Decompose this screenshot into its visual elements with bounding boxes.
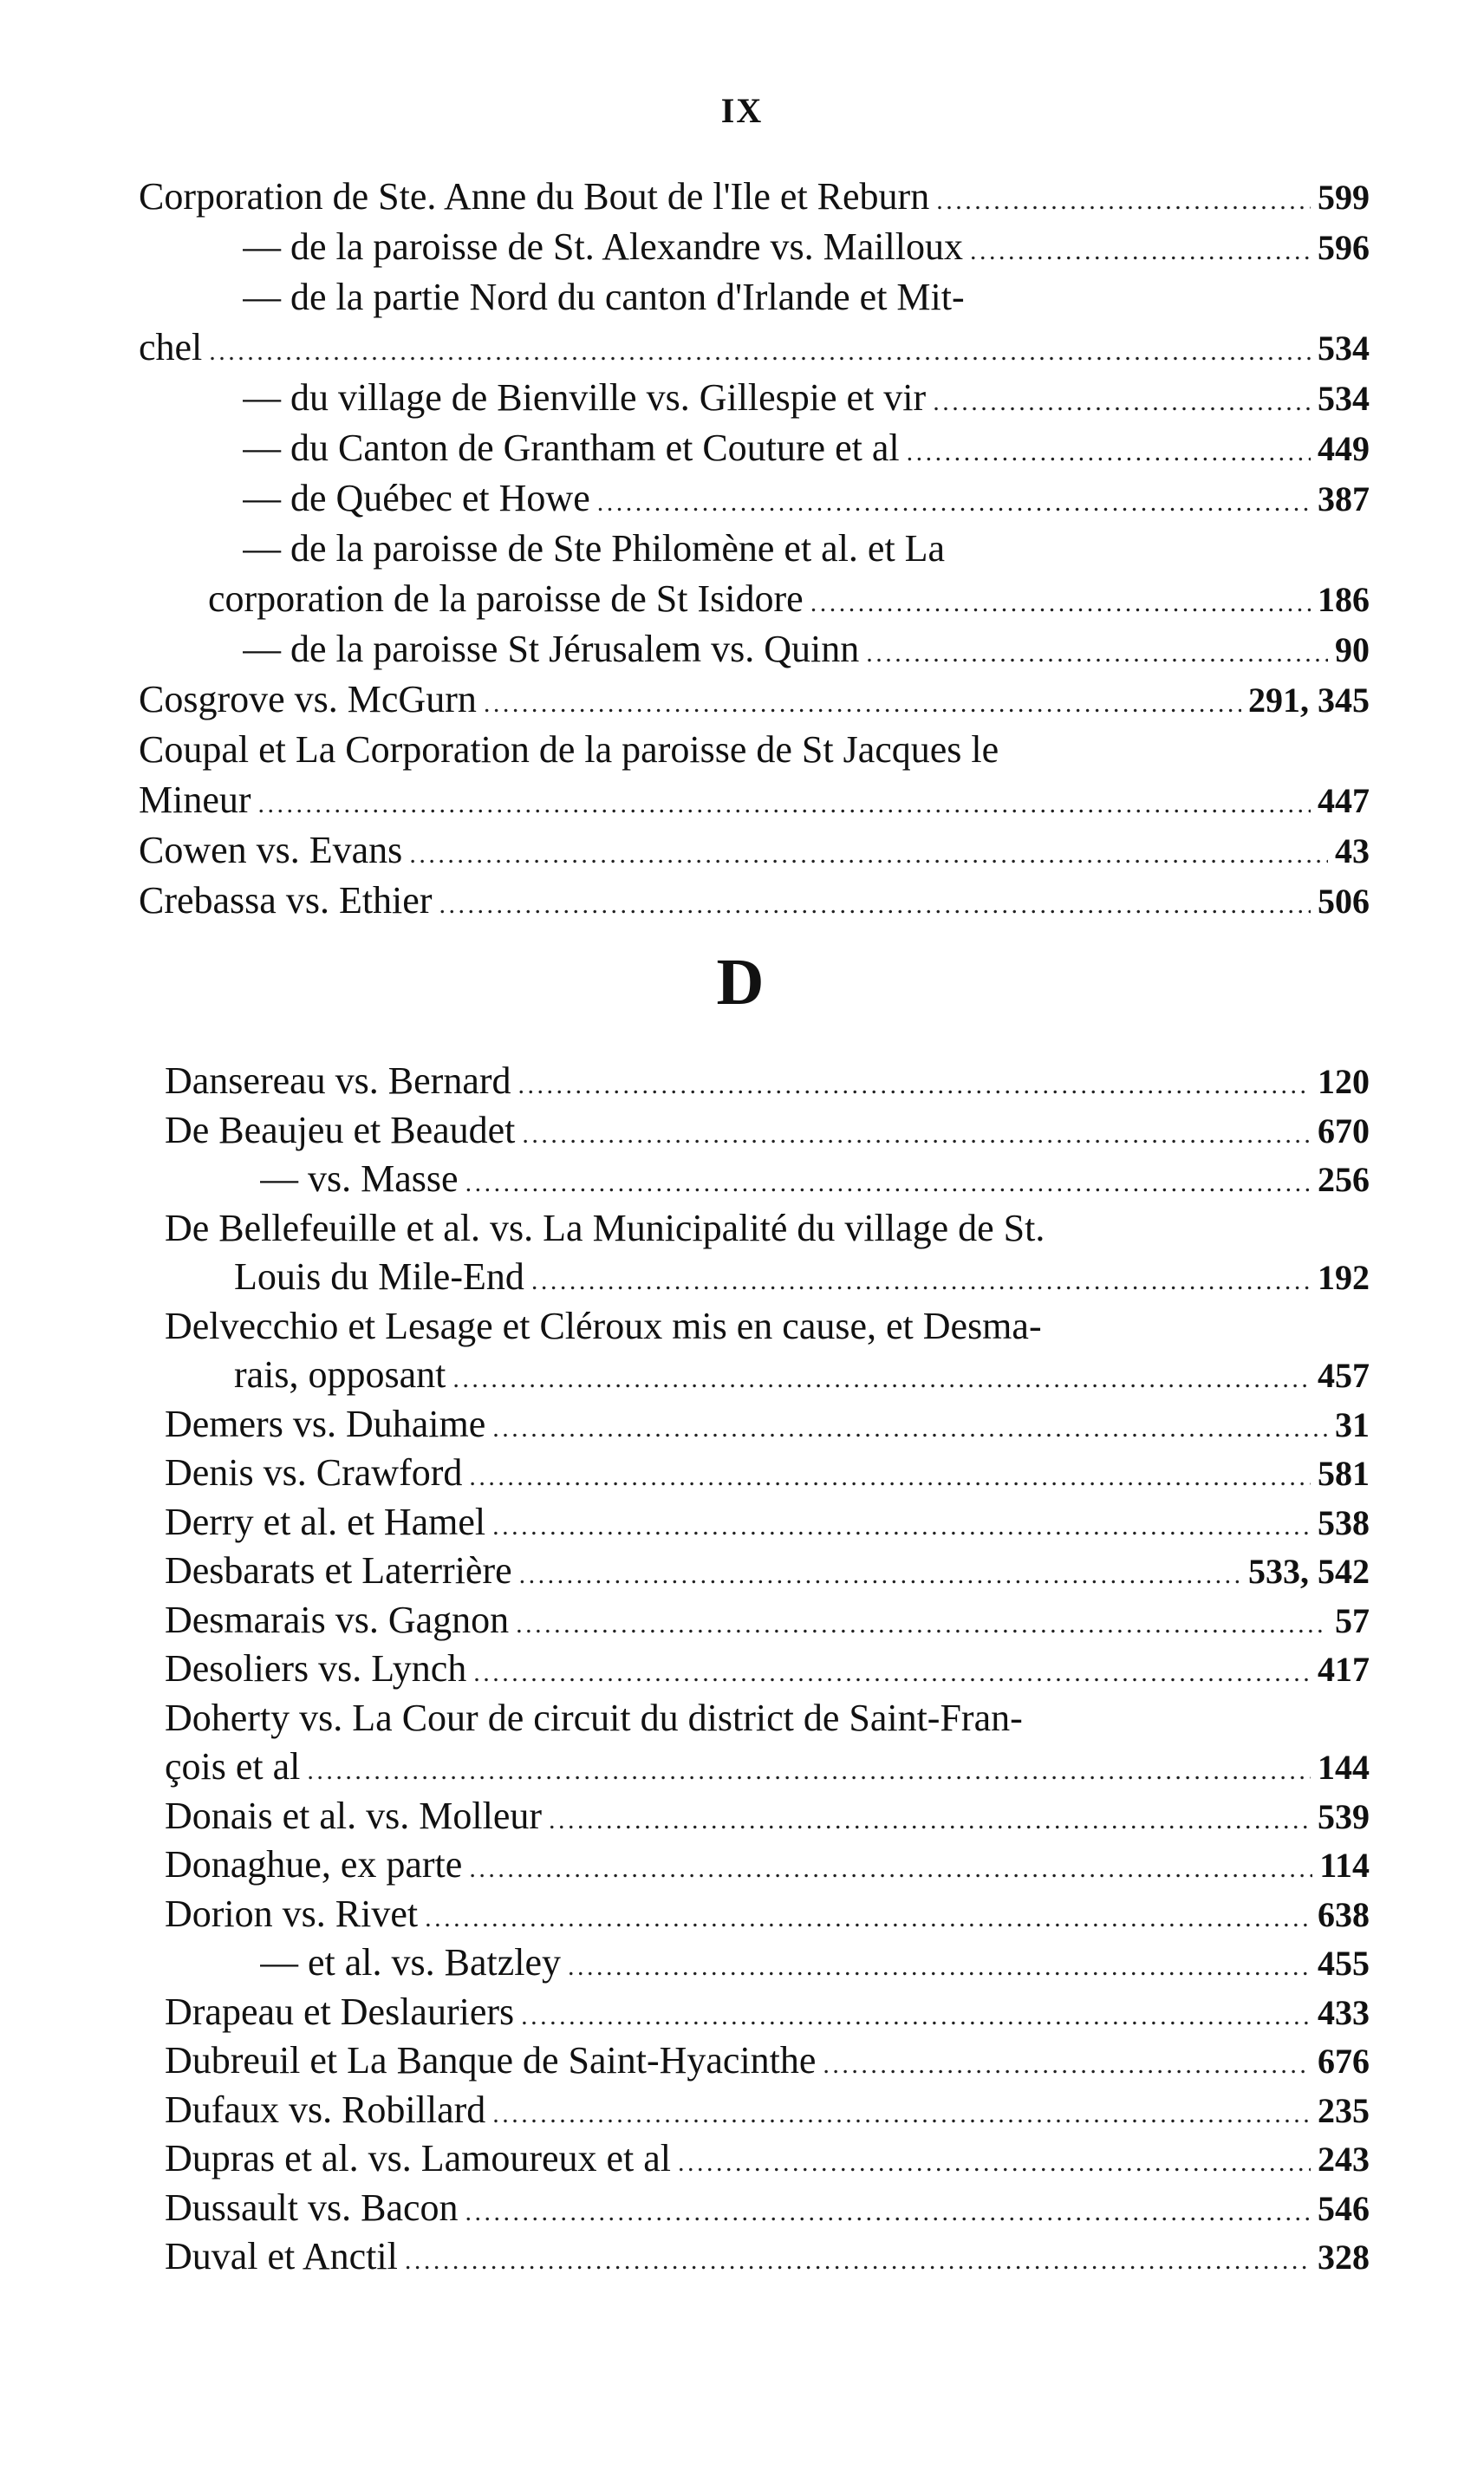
entry-title: Drapeau et Deslauriers (165, 1990, 515, 2033)
index-entry (243, 375, 1370, 426)
entry-title: Duval et Anctil (165, 2235, 398, 2277)
leader-dots (307, 1743, 1311, 1795)
index-entry (243, 425, 1370, 476)
leader-dots (473, 1645, 1311, 1697)
leader-dots (522, 1107, 1311, 1158)
index-entry (208, 576, 1370, 627)
index-entry (243, 475, 1370, 526)
entry-page-number: 506 (1318, 882, 1370, 921)
leader-dots (549, 1793, 1311, 1844)
leader-dots (409, 827, 1328, 878)
entry-page-number: 31 (1335, 1404, 1370, 1444)
entry-title: Dupras et al. vs. Lamoureux et al (165, 2137, 672, 2180)
index-entry (243, 626, 1370, 677)
entry-title: chel (139, 326, 203, 368)
section-letter-heading: D (716, 946, 768, 1019)
entry-title: — de la paroisse de St. Alexandre vs. Mailloux (243, 225, 963, 268)
leader-dots (516, 1597, 1328, 1648)
entry-title: Dubreuil et La Banque de Saint-Hyacinthe (165, 2039, 817, 2082)
entry-page-number: 90 (1335, 630, 1370, 669)
entry-title: Desoliers vs. Lynch (165, 1647, 467, 1690)
entry-page-number: 256 (1318, 1160, 1370, 1199)
index-entry (165, 1793, 1370, 1844)
entry-page-number: 447 (1318, 781, 1370, 820)
entry-page-number: 186 (1318, 580, 1370, 619)
entry-page-number: 235 (1318, 2090, 1370, 2130)
index-entry (165, 1303, 1370, 1350)
leader-dots (907, 425, 1311, 476)
entry-title: rais, opposant (234, 1353, 446, 1396)
entry-title: Crebassa vs. Ethier (139, 879, 433, 922)
index-entry (165, 1205, 1370, 1252)
entry-title: — de la paroisse de Ste Philomène et al. et La (243, 527, 946, 570)
page-folio: IX (720, 91, 764, 130)
leader-dots (465, 1156, 1311, 1207)
index-entry (165, 1597, 1370, 1648)
index-entry (243, 274, 1370, 321)
entry-title: Coupal et La Corporation de la paroisse de St Jacques le (139, 728, 999, 771)
entry-page-number: 534 (1318, 379, 1370, 418)
entry-page-number: 57 (1335, 1600, 1370, 1640)
entry-title: — du Canton de Grantham et Couture et al (243, 427, 900, 469)
index-entry (165, 1107, 1370, 1158)
index-entry (165, 1548, 1370, 1599)
entry-title: corporation de la paroisse de St Isidore (208, 577, 804, 620)
leader-dots (866, 626, 1328, 677)
entry-page-number: 546 (1318, 2188, 1370, 2228)
entry-page-number: 43 (1335, 831, 1370, 870)
index-entry (243, 224, 1370, 275)
entry-title: Mineur (139, 779, 251, 821)
index-entry (165, 2233, 1370, 2284)
index-entry (260, 1156, 1370, 1207)
entry-title: — du village de Bienville vs. Gillespie et vir (243, 376, 927, 419)
index-entry (139, 324, 1370, 375)
leader-dots (810, 576, 1311, 627)
entry-title: Dufaux vs. Robillard (165, 2088, 486, 2131)
leader-dots (465, 2185, 1311, 2236)
leader-dots (484, 676, 1241, 727)
entry-title: Delvecchio et Lesage et Cléroux mis en cause, et Desma- (165, 1304, 1042, 1347)
leader-dots (531, 1254, 1311, 1305)
leader-dots (258, 777, 1311, 828)
leader-dots (519, 1548, 1241, 1599)
entry-page-number: 243 (1318, 2140, 1370, 2179)
leader-dots (597, 475, 1311, 526)
index-entry (139, 877, 1370, 928)
index-entry (165, 1695, 1370, 1742)
index-entry (165, 1058, 1370, 1109)
leader-dots (970, 224, 1311, 275)
entry-page-number: 192 (1318, 1258, 1370, 1297)
entry-title: Dansereau vs. Bernard (165, 1059, 511, 1102)
entry-title: Desmarais vs. Gagnon (165, 1598, 510, 1641)
entry-page-number: 539 (1318, 1796, 1370, 1836)
leader-dots (452, 1352, 1311, 1403)
index-entry (139, 827, 1370, 878)
entry-title: Derry et al. et Hamel (165, 1500, 486, 1543)
entry-title: De Beaujeu et Beaudet (165, 1108, 516, 1151)
entry-title: Dussault vs. Bacon (165, 2186, 459, 2229)
entry-title: Corporation de Ste. Anne du Bout de l'Ile et Reburn (139, 175, 930, 218)
leader-dots (518, 1058, 1311, 1109)
entry-page-number: 538 (1318, 1502, 1370, 1542)
index-entry (139, 727, 1370, 773)
index-entry (139, 777, 1370, 828)
entry-page-number: 291, 345 (1248, 681, 1370, 720)
entry-page-number: 433 (1318, 1992, 1370, 2032)
entry-title: — vs. Masse (260, 1157, 459, 1200)
entry-page-number: 670 (1318, 1111, 1370, 1150)
entry-page-number: 457 (1318, 1356, 1370, 1395)
leader-dots (425, 1891, 1311, 1942)
entry-title: De Bellefeuille et al. vs. La Municipalité du village de St. (165, 1206, 1045, 1249)
entry-page-number: 455 (1318, 1944, 1370, 1983)
entry-page-number: 387 (1318, 479, 1370, 518)
entry-page-number: 417 (1318, 1650, 1370, 1689)
index-entry (139, 676, 1370, 727)
leader-dots (209, 324, 1311, 375)
leader-dots (469, 1450, 1311, 1501)
entry-title: Desbarats et Laterrière (165, 1549, 512, 1592)
index-entry (165, 1645, 1370, 1697)
index-entry (165, 2087, 1370, 2138)
leader-dots (469, 1841, 1312, 1893)
index-entry (165, 2135, 1370, 2186)
index-entry (165, 1401, 1370, 1452)
entry-title: Donais et al. vs. Molleur (165, 1794, 543, 1837)
leader-dots (492, 2087, 1311, 2138)
entry-title: — de Québec et Howe (243, 477, 590, 519)
index-entry (165, 1450, 1370, 1501)
entry-page-number: 144 (1318, 1748, 1370, 1787)
entry-title: Louis du Mile-End (234, 1255, 524, 1298)
index-entry (234, 1254, 1370, 1305)
leader-dots (823, 2037, 1311, 2088)
index-entry (234, 1352, 1370, 1403)
entry-title: Demers vs. Duhaime (165, 1402, 486, 1445)
entry-title: Dorion vs. Rivet (165, 1892, 419, 1935)
entry-title: çois et al (165, 1745, 301, 1788)
index-entry (243, 525, 1370, 572)
entry-page-number: 533, 542 (1248, 1552, 1370, 1591)
leader-dots (492, 1499, 1311, 1550)
leader-dots (568, 1939, 1311, 1991)
entry-page-number: 599 (1318, 178, 1370, 217)
entry-title: — de la partie Nord du canton d'Irlande et Mit- (243, 276, 965, 318)
entry-title: Denis vs. Crawford (165, 1451, 463, 1494)
leader-dots (678, 2135, 1311, 2186)
index-entry (165, 1989, 1370, 2040)
index-entry (165, 2037, 1370, 2088)
entry-page-number: 328 (1318, 2238, 1370, 2277)
entry-title: — et al. vs. Batzley (260, 1941, 562, 1984)
entry-title: — de la paroisse St Jérusalem vs. Quinn (243, 628, 860, 670)
entry-title: Cowen vs. Evans (139, 829, 403, 871)
entry-page-number: 449 (1318, 429, 1370, 468)
index-entry (260, 1939, 1370, 1991)
entry-page-number: 581 (1318, 1454, 1370, 1493)
entry-title: Doherty vs. La Cour de circuit du district de Saint-Fran- (165, 1696, 1023, 1739)
entry-page-number: 120 (1318, 1062, 1370, 1101)
entry-page-number: 676 (1318, 2042, 1370, 2081)
entry-page-number: 114 (1319, 1846, 1370, 1885)
leader-dots (521, 1989, 1311, 2040)
entry-page-number: 638 (1318, 1894, 1370, 1934)
entry-page-number: 596 (1318, 228, 1370, 267)
index-entry (165, 1499, 1370, 1550)
leader-dots (492, 1401, 1328, 1452)
index-entry (165, 1841, 1370, 1893)
index-entry (165, 1743, 1370, 1795)
leader-dots (936, 173, 1311, 225)
index-entry (165, 1891, 1370, 1942)
index-entry (165, 2185, 1370, 2236)
leader-dots (933, 375, 1311, 426)
index-entry (139, 173, 1370, 225)
leader-dots (439, 877, 1311, 928)
entry-title: Donaghue, ex parte (165, 1843, 463, 1886)
entry-page-number: 534 (1318, 329, 1370, 368)
entry-title: Cosgrove vs. McGurn (139, 678, 477, 720)
leader-dots (405, 2233, 1311, 2284)
